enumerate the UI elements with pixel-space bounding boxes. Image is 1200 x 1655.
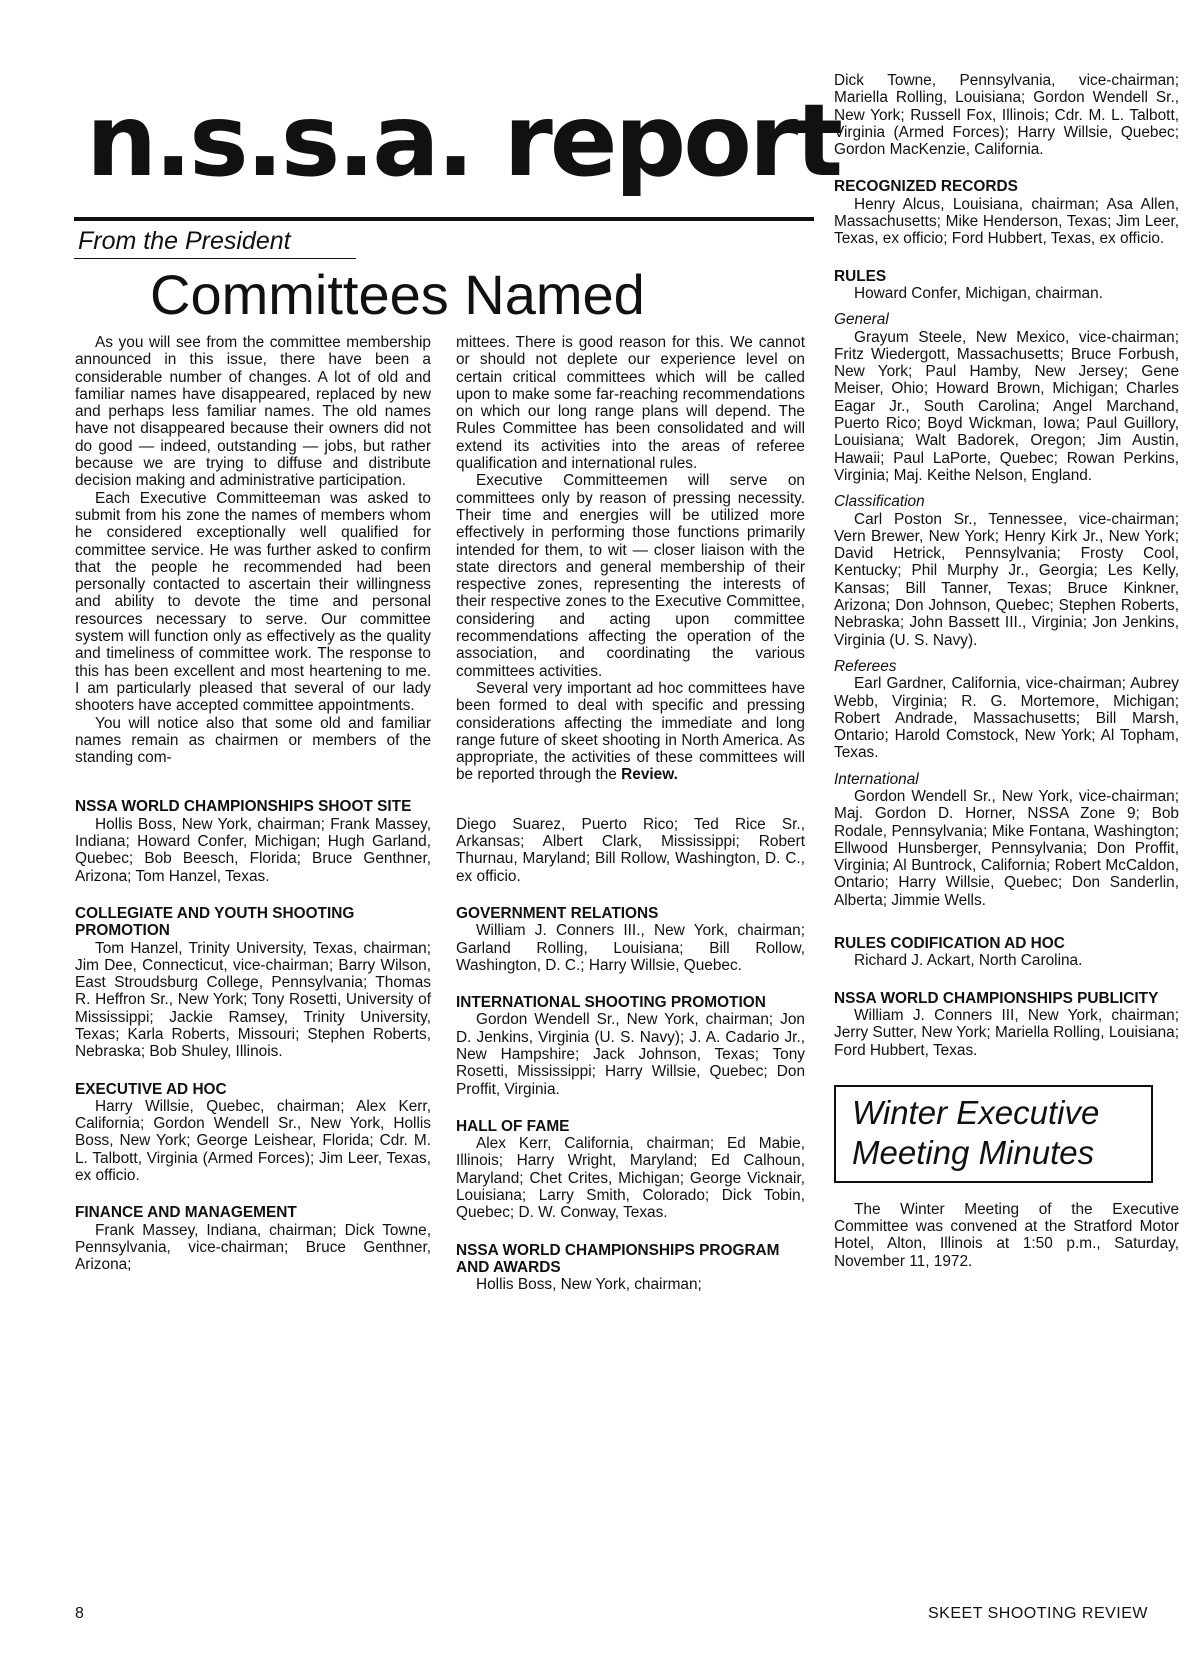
- headline: Committees Named: [150, 263, 645, 326]
- masthead: n.s.s.a. report: [86, 82, 841, 199]
- committee-members: Hollis Boss, New York, chairman;: [476, 1276, 702, 1294]
- page-number: 8: [75, 1605, 84, 1622]
- committee-members: Alex Kerr, California, chairman; Ed Mabie, Illinois; Harry Wright, Maryland; Ed Calhoun, Maryland; Chet Crites, Michigan; George Vicknair, Louisiana; Larry Smith, Colorado; Dick Tobin, Quebec; D. W. Conway, Texas.: [456, 1135, 805, 1222]
- review-emphasis: Review.: [621, 766, 678, 784]
- subcommittee-label: International: [834, 770, 919, 788]
- committee-title: INTERNATIONAL SHOOTING PROMOTION: [456, 994, 766, 1012]
- committee-title: NSSA WORLD CHAMPIONSHIPS SHOOT SITE: [75, 798, 412, 816]
- committee-title: NSSA WORLD CHAMPIONSHIPS PUBLICITY: [834, 989, 1159, 1007]
- committee-title: RULES CODIFICATION AD HOC: [834, 935, 1065, 953]
- committee-title: COLLEGIATE AND YOUTH SHOOTING PROMOTION: [75, 904, 355, 940]
- intro-paragraph: [456, 680, 805, 784]
- intro-paragraph: Each Executive Committeeman was asked to submit from his zone the names of members whom he considered exceptionally well qualified for committee service. He was further asked to confirm that the people he recommended had been personally contacted to ascertain their willingness and ability to devote the time and personal resources necessary to serve. Our committee system will function only as effectively as the quality and timeliness of committee work. The response to this has been excellent and most heartening to me. I am particularly pleased that several of our lady shooters have accepted committee appointments.: [75, 489, 431, 715]
- committee-members: Harry Willsie, Quebec, chairman; Alex Kerr, California; Gordon Wendell Sr., New York, Hollis Boss, New York; George Leishear, Florida; Cdr. M. L. Talbott, Virginia (Armed Forces); Jim Leer, Texas, ex officio.: [75, 1097, 431, 1185]
- publication-name: SKEET SHOOTING REVIEW: [928, 1605, 1149, 1622]
- intro-paragraph: mittees. There is good reason for this. We cannot or should not deplete our experience level on certain critical committees which will be called upon to make some far-reaching recommendations on which our long range plans will depend. The Rules Committee has been consolidated and will extend its activities into the areas of referee qualification and international rules.: [456, 334, 805, 473]
- intro-paragraph: Executive Committeemen will serve on committees only by reason of pressing necessity. Their time and energies will be utilized more effectively in performing those functions primarily intended for them, to wit — closer liaison with the state directors and general membership of their respective zones, representing the interests of their respective zones to the Executive Committee, considering and acting upon committee recommendations affecting the operation of the association, and coordinating the various committees activities.: [456, 472, 805, 680]
- committee-title: GOVERNMENT RELATIONS: [456, 904, 659, 922]
- committee-members: Hollis Boss, New York, chairman; Frank Massey, Indiana; Howard Confer, Michigan; Hugh Garland, Quebec; Bob Beesch, Florida; Bruce Genthner, Arizona; Tom Hanzel, Texas.: [75, 815, 431, 885]
- subcommittee-label: Referees: [834, 657, 897, 675]
- column-3: [834, 72, 1179, 1270]
- subcommittee-members: Earl Gardner, California, vice-chairman; Aubrey Webb, Virginia; R. G. Mortemore, Michigan; Robert Andrade, Massachusetts; Bill Marsh, Ontario; Harold Comstock, New York; Al Topham, Texas.: [834, 675, 1179, 762]
- minutes-heading-box: Winter Executive Meeting Minutes: [834, 1085, 1153, 1183]
- subcommittee-label: General: [834, 311, 889, 329]
- subcommittee-label: Classification: [834, 493, 925, 511]
- column-1: [75, 334, 431, 1274]
- committee-members-continued: Diego Suarez, Puerto Rico; Ted Rice Sr., Arkansas; Albert Clark, Mississippi; Robert Thurnau, Maryland; Bill Rollow, Washington, D. C., ex officio.: [456, 815, 805, 885]
- committee-title: RECOGNIZED RECORDS: [834, 178, 1018, 196]
- subcommittee-members: Gordon Wendell Sr., New York, vice-chairman; Maj. Gordon D. Horner, NSSA Zone 9; Bob Rodale, Pennsylvania; Mike Fontana, Washington; Ellwood Hunsberger, Pennsylvania; Don Proffit, Virginia; Al Buntrock, California; Robert McCaldon, Ontario; Harry Willsie, Quebec; Don Sanderlin, Alberta; Jimmie Wells.: [834, 787, 1179, 909]
- masthead-rule: [74, 217, 814, 221]
- committee-title: HALL OF FAME: [456, 1117, 570, 1135]
- committee-members: Gordon Wendell Sr., New York, chairman; Jon D. Jenkins, Virginia (U. S. Navy); J. A. Cadario Jr., New Hampshire; Jack Johnson, Texas; Tony Rosetti, Mississippi; Harry Willsie, Quebec; Don Proffit, Virginia.: [456, 1011, 805, 1098]
- paragraph-text: Several very important ad hoc committees have been formed to deal with specific and pressing considerations affecting the immediate and long range future of skeet shooting in North America. As appropriate, the activities of these committees will be reported through the: [456, 679, 805, 784]
- committee-title: FINANCE AND MANAGEMENT: [75, 1204, 297, 1222]
- section-label-rule: [74, 258, 356, 259]
- minutes-paragraph: The Winter Meeting of the Executive Committee was convened at the Stratford Motor Hotel, Alton, Illinois at 1:50 p.m., Saturday, November 11, 1972.: [834, 1200, 1179, 1270]
- committee-members: Tom Hanzel, Trinity University, Texas, chairman; Jim Dee, Connecticut, vice-chairman; Barry Wilson, East Stroudsburg College, Pennsylvania; Thomas R. Heffron Sr., New York; Tony Rosetti, University of Mississippi; Jackie Ramsey, Trinity University, Texas; Karla Roberts, Missouri; Stephen Roberts, Nebraska; Bob Shuley, Illinois.: [75, 939, 431, 1061]
- committee-members-continued: Dick Towne, Pennsylvania, vice-chairman; Mariella Rolling, Louisiana; Gordon Wendell Sr., New York; Russell Fox, Illinois; Cdr. M. L. Talbott, Virginia (Armed Forces); Harry Willsie, Quebec; Gordon MacKenzie, California.: [834, 72, 1179, 159]
- intro-paragraph: As you will see from the committee membership announced in this issue, there have been a considerable number of changes. A lot of old and familiar names have disappeared, replaced by new and perhaps less familiar names. The old names have not disappeared because their owners did not do good — indeed, outstanding — jobs, but rather because we are trying to diffuse and distribute decision making and administrative participation.: [75, 334, 431, 490]
- committee-members: Henry Alcus, Louisiana, chairman; Asa Allen, Massachusetts; Mike Henderson, Texas; Jim Leer, Texas, ex officio; Ford Hubbert, Texas, ex officio.: [834, 195, 1179, 248]
- committee-title: EXECUTIVE AD HOC: [75, 1080, 227, 1098]
- committee-members: William J. Conners III, New York, chairman; Jerry Sutter, New York; Mariella Rolling, Louisiana; Ford Hubbert, Texas.: [834, 1006, 1179, 1059]
- committee-members: William J. Conners III., New York, chairman; Garland Rolling, Louisiana; Bill Rollow, Washington, D. C.; Harry Willsie, Quebec.: [456, 922, 805, 974]
- column-2: [456, 334, 805, 1294]
- committee-members: Richard J. Ackart, North Carolina.: [854, 952, 1083, 970]
- subcommittee-members: Grayum Steele, New Mexico, vice-chairman; Fritz Wiedergott, Massachusetts; Bruce Forbush, New York; Paul Hamby, New Jersey; Gene Meiser, Ohio; Howard Brown, Michigan; Charles Eagar Jr., South Carolina; Angel Marchand, Puerto Rico; Boyd Wickman, Iowa; Paul Guillory, Louisiana; Walt Badorek, Oregon; Jim Austin, Hawaii; Paul LaPorte, Quebec; Rowan Perkins, Virginia; Maj. Keithe Nelson, England.: [834, 328, 1179, 484]
- section-label: From the President: [78, 227, 291, 255]
- subcommittee-members: Carl Poston Sr., Tennessee, vice-chairman; Vern Brewer, New York; Henry Kirk Jr., New York; David Hetrick, Pennsylvania; Frosty Cool, Kentucky; Phil Murphy Jr., Georgia; Les Kelly, Kansas; Bill Tanner, Texas; Bruce Kinkner, Arizona; Don Johnson, Quebec; Stephen Roberts, Nebraska; John Bassett III., Virginia; Jon Jenkins, Virginia (U. S. Navy).: [834, 510, 1179, 649]
- intro-paragraph: You will notice also that some old and familiar names remain as chairmen or members of the standing com-: [75, 714, 431, 767]
- committee-title: NSSA WORLD CHAMPIONSHIPS PROGRAM AND AWARDS: [456, 1241, 780, 1276]
- committee-members: Frank Massey, Indiana, chairman; Dick Towne, Pennsylvania, vice-chairman; Bruce Genthner, Arizona;: [75, 1221, 431, 1274]
- committee-title: RULES: [834, 267, 887, 285]
- committee-members: Howard Confer, Michigan, chairman.: [854, 284, 1103, 302]
